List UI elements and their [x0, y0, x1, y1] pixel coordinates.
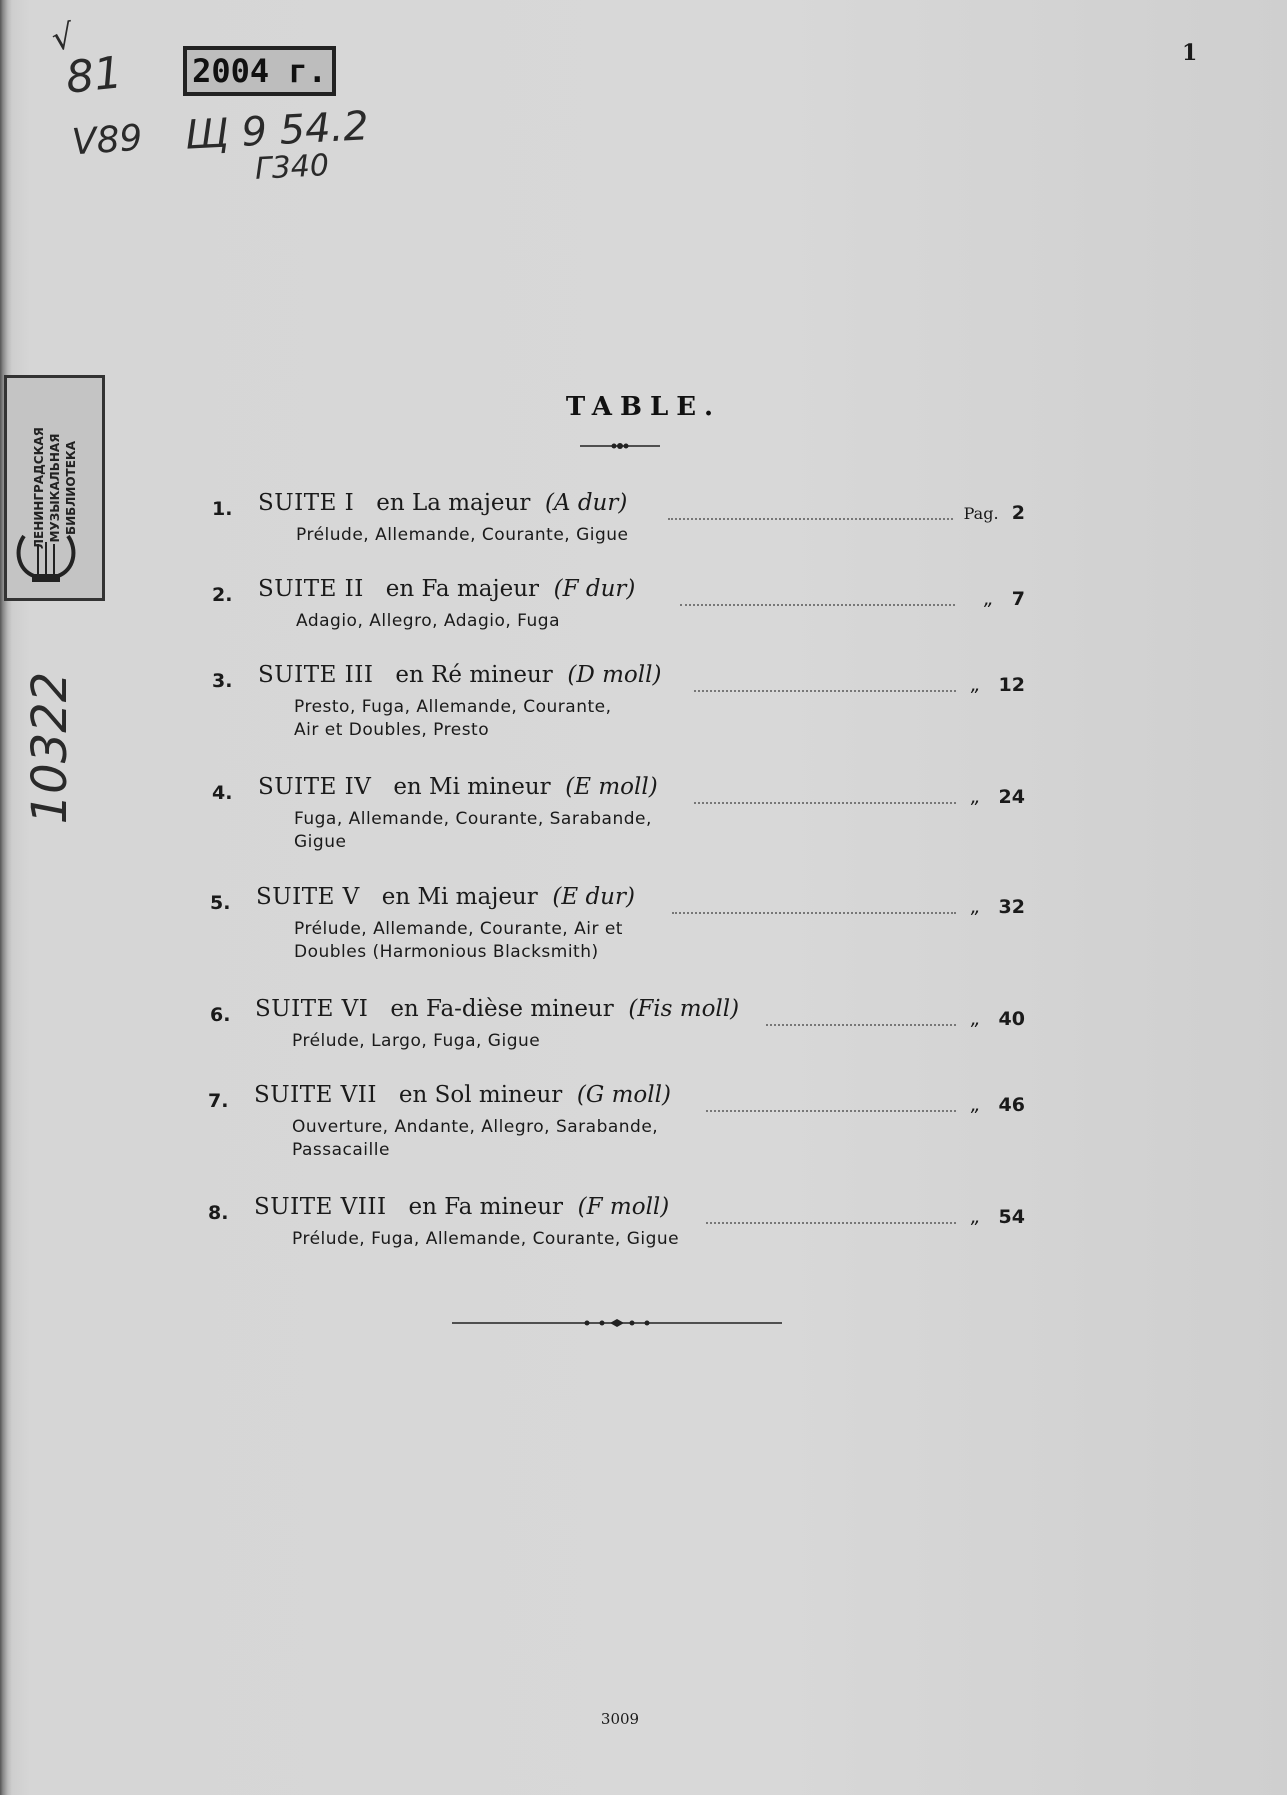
entry-heading: [254, 1194, 669, 1220]
leader-dots: [694, 800, 956, 804]
suite-key-text: en Ré mineur: [395, 662, 553, 688]
movement-line: Gigue: [294, 832, 347, 852]
movements: [294, 808, 652, 854]
entry-page: [945, 674, 1025, 696]
suite-key-german: (A dur): [544, 490, 628, 516]
movement-line: Adagio, Allegro, Adagio, Fuga: [296, 611, 561, 631]
entry-number: 7.: [208, 1090, 229, 1112]
page-value: 7: [1011, 588, 1025, 610]
movement-line: Prélude, Allemande, Courante, Air et: [294, 919, 623, 939]
leader-dots: [680, 602, 955, 606]
suite-key-text: en Mi mineur: [393, 774, 551, 800]
entry-heading: [258, 490, 627, 516]
handwritten-shelfmark: Щ 9 54.2: [183, 103, 370, 159]
entry-page: [945, 786, 1025, 808]
movement-line: Prélude, Fuga, Allemande, Courante, Gigue: [292, 1229, 680, 1249]
suite-title: SUITE II: [258, 576, 364, 602]
movements: [294, 918, 623, 964]
suite-key-text: en Sol mineur: [398, 1082, 563, 1108]
page-value: 12: [998, 674, 1025, 696]
entry-page: [945, 588, 1025, 610]
movement-line: Air et Doubles, Presto: [294, 720, 490, 740]
plate-number: 3009: [600, 1710, 640, 1728]
leader-dots: [672, 910, 956, 914]
movements: [292, 1228, 679, 1251]
leader-dots: [766, 1022, 956, 1026]
page-prefix: „: [970, 1008, 981, 1030]
handwritten-v89: V89: [70, 117, 144, 164]
leader-dots: [668, 516, 953, 520]
suite-key-german: (G moll): [576, 1082, 671, 1108]
handwritten-inventory-number: 10322: [22, 671, 78, 825]
entry-page: [945, 1206, 1025, 1228]
entry-heading: [258, 576, 635, 602]
movement-line: Passacaille: [292, 1140, 390, 1160]
leader-dots: [706, 1220, 956, 1224]
page-value: 40: [998, 1008, 1025, 1030]
movement-line: Doubles (Harmonious Blacksmith): [294, 942, 599, 962]
movements: [296, 524, 629, 547]
page-value: 54: [998, 1206, 1025, 1228]
suite-key-german: (Fis moll): [628, 996, 740, 1022]
library-stamp-line: МУЗЫКАЛЬНАЯ: [48, 433, 62, 543]
suite-key-text: en La majeur: [376, 490, 531, 516]
movement-line: Fuga, Allemande, Courante, Sarabande,: [294, 809, 652, 829]
entry-number: 8.: [208, 1202, 229, 1224]
entry-number: 2.: [212, 584, 233, 606]
movement-line: Presto, Fuga, Allemande, Courante,: [294, 697, 612, 717]
suite-key-text: en Fa-dièse mineur: [390, 996, 614, 1022]
movements: [296, 610, 560, 633]
entry-number: 1.: [212, 498, 233, 520]
movements: [292, 1116, 658, 1162]
movement-line: Prélude, Allemande, Courante, Gigue: [296, 525, 629, 545]
movements: [292, 1030, 540, 1053]
handwritten-shelfmark-sub: Г340: [254, 148, 330, 187]
suite-title: SUITE V: [256, 884, 360, 910]
library-stamp-line: БИБЛИОТЕКА: [64, 440, 78, 536]
movement-line: Prélude, Largo, Fuga, Gigue: [292, 1031, 541, 1051]
entry-number: 5.: [210, 892, 231, 914]
suite-key-german: (F dur): [553, 576, 636, 602]
title-ornament: [580, 440, 660, 452]
library-stamp-line: ЛЕНИНГРАДСКАЯ: [32, 427, 46, 549]
suite-title: SUITE I: [258, 490, 355, 516]
entry-heading: [256, 884, 635, 910]
suite-title: SUITE VII: [254, 1082, 377, 1108]
suite-key-german: (E dur): [552, 884, 635, 910]
suite-title: SUITE VIII: [254, 1194, 387, 1220]
movement-line: Ouverture, Andante, Allegro, Sarabande,: [292, 1117, 659, 1137]
page-prefix: „: [970, 896, 981, 918]
suite-key-text: en Mi majeur: [381, 884, 538, 910]
entry-page: [945, 896, 1025, 918]
end-ornament: [452, 1316, 782, 1330]
entry-heading: [254, 1082, 671, 1108]
page-prefix: „: [983, 588, 994, 610]
page-prefix: „: [970, 1206, 981, 1228]
suite-title: SUITE IV: [258, 774, 372, 800]
page-value: 32: [998, 896, 1025, 918]
page-prefix: „: [970, 786, 981, 808]
handwritten-81: 81: [63, 47, 125, 104]
page-value: 24: [998, 786, 1025, 808]
entry-page: [945, 1008, 1025, 1030]
entry-heading: [258, 774, 658, 800]
accession-stamp: 2004 г.: [183, 46, 336, 96]
page-prefix: Pag.: [963, 504, 999, 523]
suite-key-german: (D moll): [567, 662, 662, 688]
suite-key-german: (F moll): [577, 1194, 670, 1220]
handwritten-check: √: [48, 16, 77, 60]
suite-key-text: en Fa majeur: [385, 576, 540, 602]
suite-key-german: (E moll): [565, 774, 658, 800]
entry-heading: [258, 662, 661, 688]
suite-title: SUITE VI: [255, 996, 369, 1022]
page-title: TABLE.: [565, 392, 722, 422]
page-value: 2: [1011, 502, 1025, 524]
suite-key-text: en Fa mineur: [408, 1194, 564, 1220]
entry-number: 4.: [212, 782, 233, 804]
lyre-icon: [10, 530, 82, 586]
page-value: 46: [998, 1094, 1025, 1116]
page-prefix: „: [970, 1094, 981, 1116]
entry-heading: [255, 996, 739, 1022]
suite-title: SUITE III: [258, 662, 374, 688]
entry-page: [945, 502, 1025, 524]
movements: [294, 696, 612, 742]
entry-number: 3.: [212, 670, 233, 692]
entry-number: 6.: [210, 1004, 231, 1026]
page-binding-edge: [0, 0, 12, 1795]
leader-dots: [706, 1108, 956, 1112]
page-number: 1: [1182, 40, 1198, 66]
entry-page: [945, 1094, 1025, 1116]
page-prefix: „: [970, 674, 981, 696]
leader-dots: [694, 688, 956, 692]
